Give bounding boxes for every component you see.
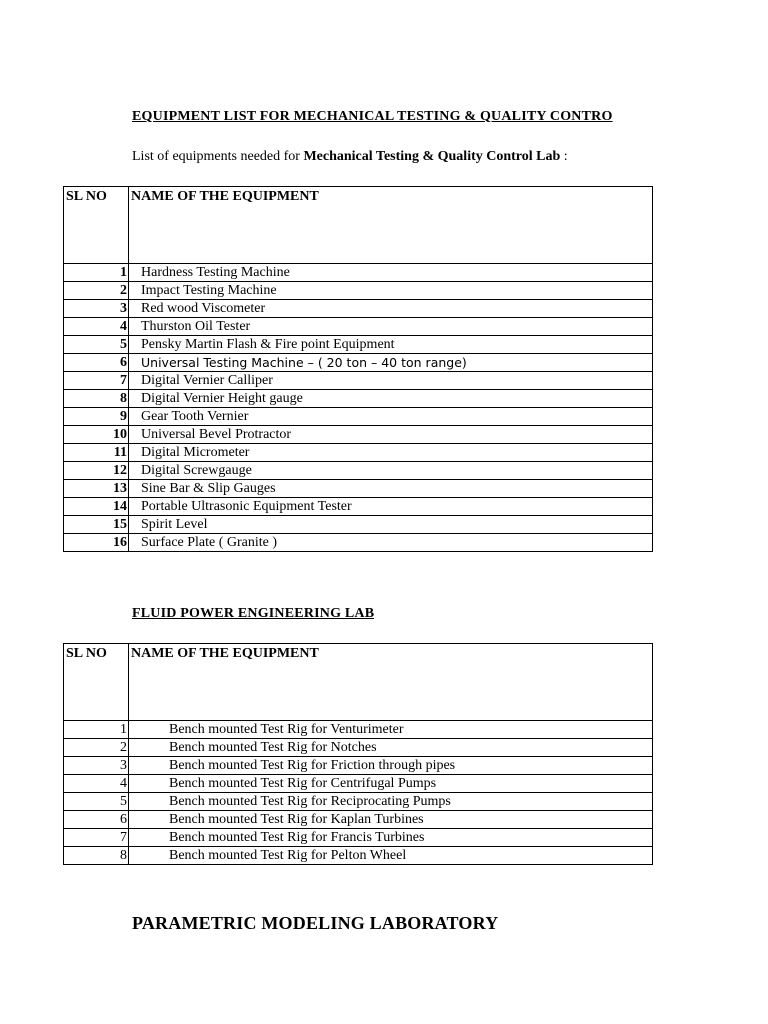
sl-no-cell: 13: [64, 480, 129, 498]
equipment-name-header: NAME OF THE EQUIPMENT: [129, 644, 653, 721]
table-header-row: [64, 644, 653, 721]
sl-no-cell: 1: [64, 721, 129, 739]
table-row: [64, 847, 653, 865]
sl-no-cell: 14: [64, 498, 129, 516]
equipment-name-cell: Surface Plate ( Granite ): [129, 534, 653, 552]
table-row: [64, 408, 653, 426]
sl-no-cell: 8: [64, 390, 129, 408]
equipment-name-cell: Red wood Viscometer: [129, 300, 653, 318]
table-header-row: [64, 187, 653, 264]
intro-suffix: :: [560, 149, 568, 164]
equipment-name-cell: Bench mounted Test Rig for Centrifugal Pumps: [129, 775, 653, 793]
table-row: [64, 534, 653, 552]
equipment-name-cell: Thurston Oil Tester: [129, 318, 653, 336]
table-row: [64, 462, 653, 480]
sl-no-cell: 5: [64, 793, 129, 811]
sl-no-cell: 5: [64, 336, 129, 354]
equipment-name-cell: Portable Ultrasonic Equipment Tester: [129, 498, 653, 516]
equipment-name-cell: Bench mounted Test Rig for Reciprocating Pumps: [129, 793, 653, 811]
table-row: [64, 721, 653, 739]
intro-lab-name: Mechanical Testing & Quality Control Lab: [303, 149, 561, 164]
table-row: [64, 811, 653, 829]
intro-text: [132, 149, 568, 165]
sl-no-cell: 2: [64, 739, 129, 757]
sl-no-cell: 4: [64, 318, 129, 336]
sl-no-cell: 4: [64, 775, 129, 793]
equipment-name-cell: Gear Tooth Vernier: [129, 408, 653, 426]
mechanical-equipment-table: [63, 186, 653, 552]
sl-no-cell: 1: [64, 264, 129, 282]
equipment-name-cell: Impact Testing Machine: [129, 282, 653, 300]
table-row: [64, 426, 653, 444]
table-row: [64, 282, 653, 300]
sl-no-cell: 2: [64, 282, 129, 300]
equipment-name-cell: Bench mounted Test Rig for Notches: [129, 739, 653, 757]
equipment-name-cell: Bench mounted Test Rig for Pelton Wheel: [129, 847, 653, 865]
sl-no-cell: 3: [64, 300, 129, 318]
equipment-name-cell: Universal Testing Machine – ( 20 ton – 40 ton range): [129, 354, 653, 372]
sl-no-cell: 16: [64, 534, 129, 552]
table-row: [64, 444, 653, 462]
sl-no-cell: 10: [64, 426, 129, 444]
equipment-name-cell: Bench mounted Test Rig for Venturimeter: [129, 721, 653, 739]
table-row: [64, 739, 653, 757]
table-row: [64, 516, 653, 534]
intro-prefix: List of equipments needed for: [132, 149, 304, 164]
table-row: [64, 264, 653, 282]
equipment-name-cell: Digital Screwgauge: [129, 462, 653, 480]
sl-no-cell: 11: [64, 444, 129, 462]
sl-no-cell: 8: [64, 847, 129, 865]
equipment-name-cell: Bench mounted Test Rig for Francis Turbines: [129, 829, 653, 847]
table-row: [64, 372, 653, 390]
sl-no-cell: 7: [64, 829, 129, 847]
sl-no-cell: 9: [64, 408, 129, 426]
table-row: [64, 390, 653, 408]
table-row: [64, 354, 653, 372]
table-row: [64, 793, 653, 811]
equipment-name-header: NAME OF THE EQUIPMENT: [129, 187, 653, 264]
table-row: [64, 829, 653, 847]
equipment-name-cell: Bench mounted Test Rig for Kaplan Turbines: [129, 811, 653, 829]
sl-no-cell: 6: [64, 811, 129, 829]
sl-no-cell: 3: [64, 757, 129, 775]
table-row: [64, 775, 653, 793]
equipment-name-cell: Pensky Martin Flash & Fire point Equipment: [129, 336, 653, 354]
table-row: [64, 318, 653, 336]
equipment-name-cell: Digital Micrometer: [129, 444, 653, 462]
parametric-modeling-heading: PARAMETRIC MODELING LABORATORY: [132, 913, 499, 933]
equipment-name-cell: Sine Bar & Slip Gauges: [129, 480, 653, 498]
table-row: [64, 480, 653, 498]
sl-no-cell: 6: [64, 354, 129, 372]
equipment-name-cell: Spirit Level: [129, 516, 653, 534]
sl-no-cell: 12: [64, 462, 129, 480]
equipment-name-cell: Digital Vernier Height gauge: [129, 390, 653, 408]
table-row: [64, 300, 653, 318]
sl-no-cell: 7: [64, 372, 129, 390]
fluid-power-equipment-table: [63, 643, 653, 865]
equipment-name-cell: Universal Bevel Protractor: [129, 426, 653, 444]
table-row: [64, 336, 653, 354]
mechanical-testing-heading: EQUIPMENT LIST FOR MECHANICAL TESTING & QUALITY CONTRO: [132, 109, 613, 124]
sl-no-cell: 15: [64, 516, 129, 534]
equipment-name-cell: Hardness Testing Machine: [129, 264, 653, 282]
equipment-name-cell: Bench mounted Test Rig for Friction through pipes: [129, 757, 653, 775]
fluid-power-heading: FLUID POWER ENGINEERING LAB: [132, 606, 375, 621]
equipment-name-cell: Digital Vernier Calliper: [129, 372, 653, 390]
table-row: [64, 757, 653, 775]
sl-no-header: SL NO: [64, 187, 129, 264]
table-row: [64, 498, 653, 516]
sl-no-header: SL NO: [64, 644, 129, 721]
